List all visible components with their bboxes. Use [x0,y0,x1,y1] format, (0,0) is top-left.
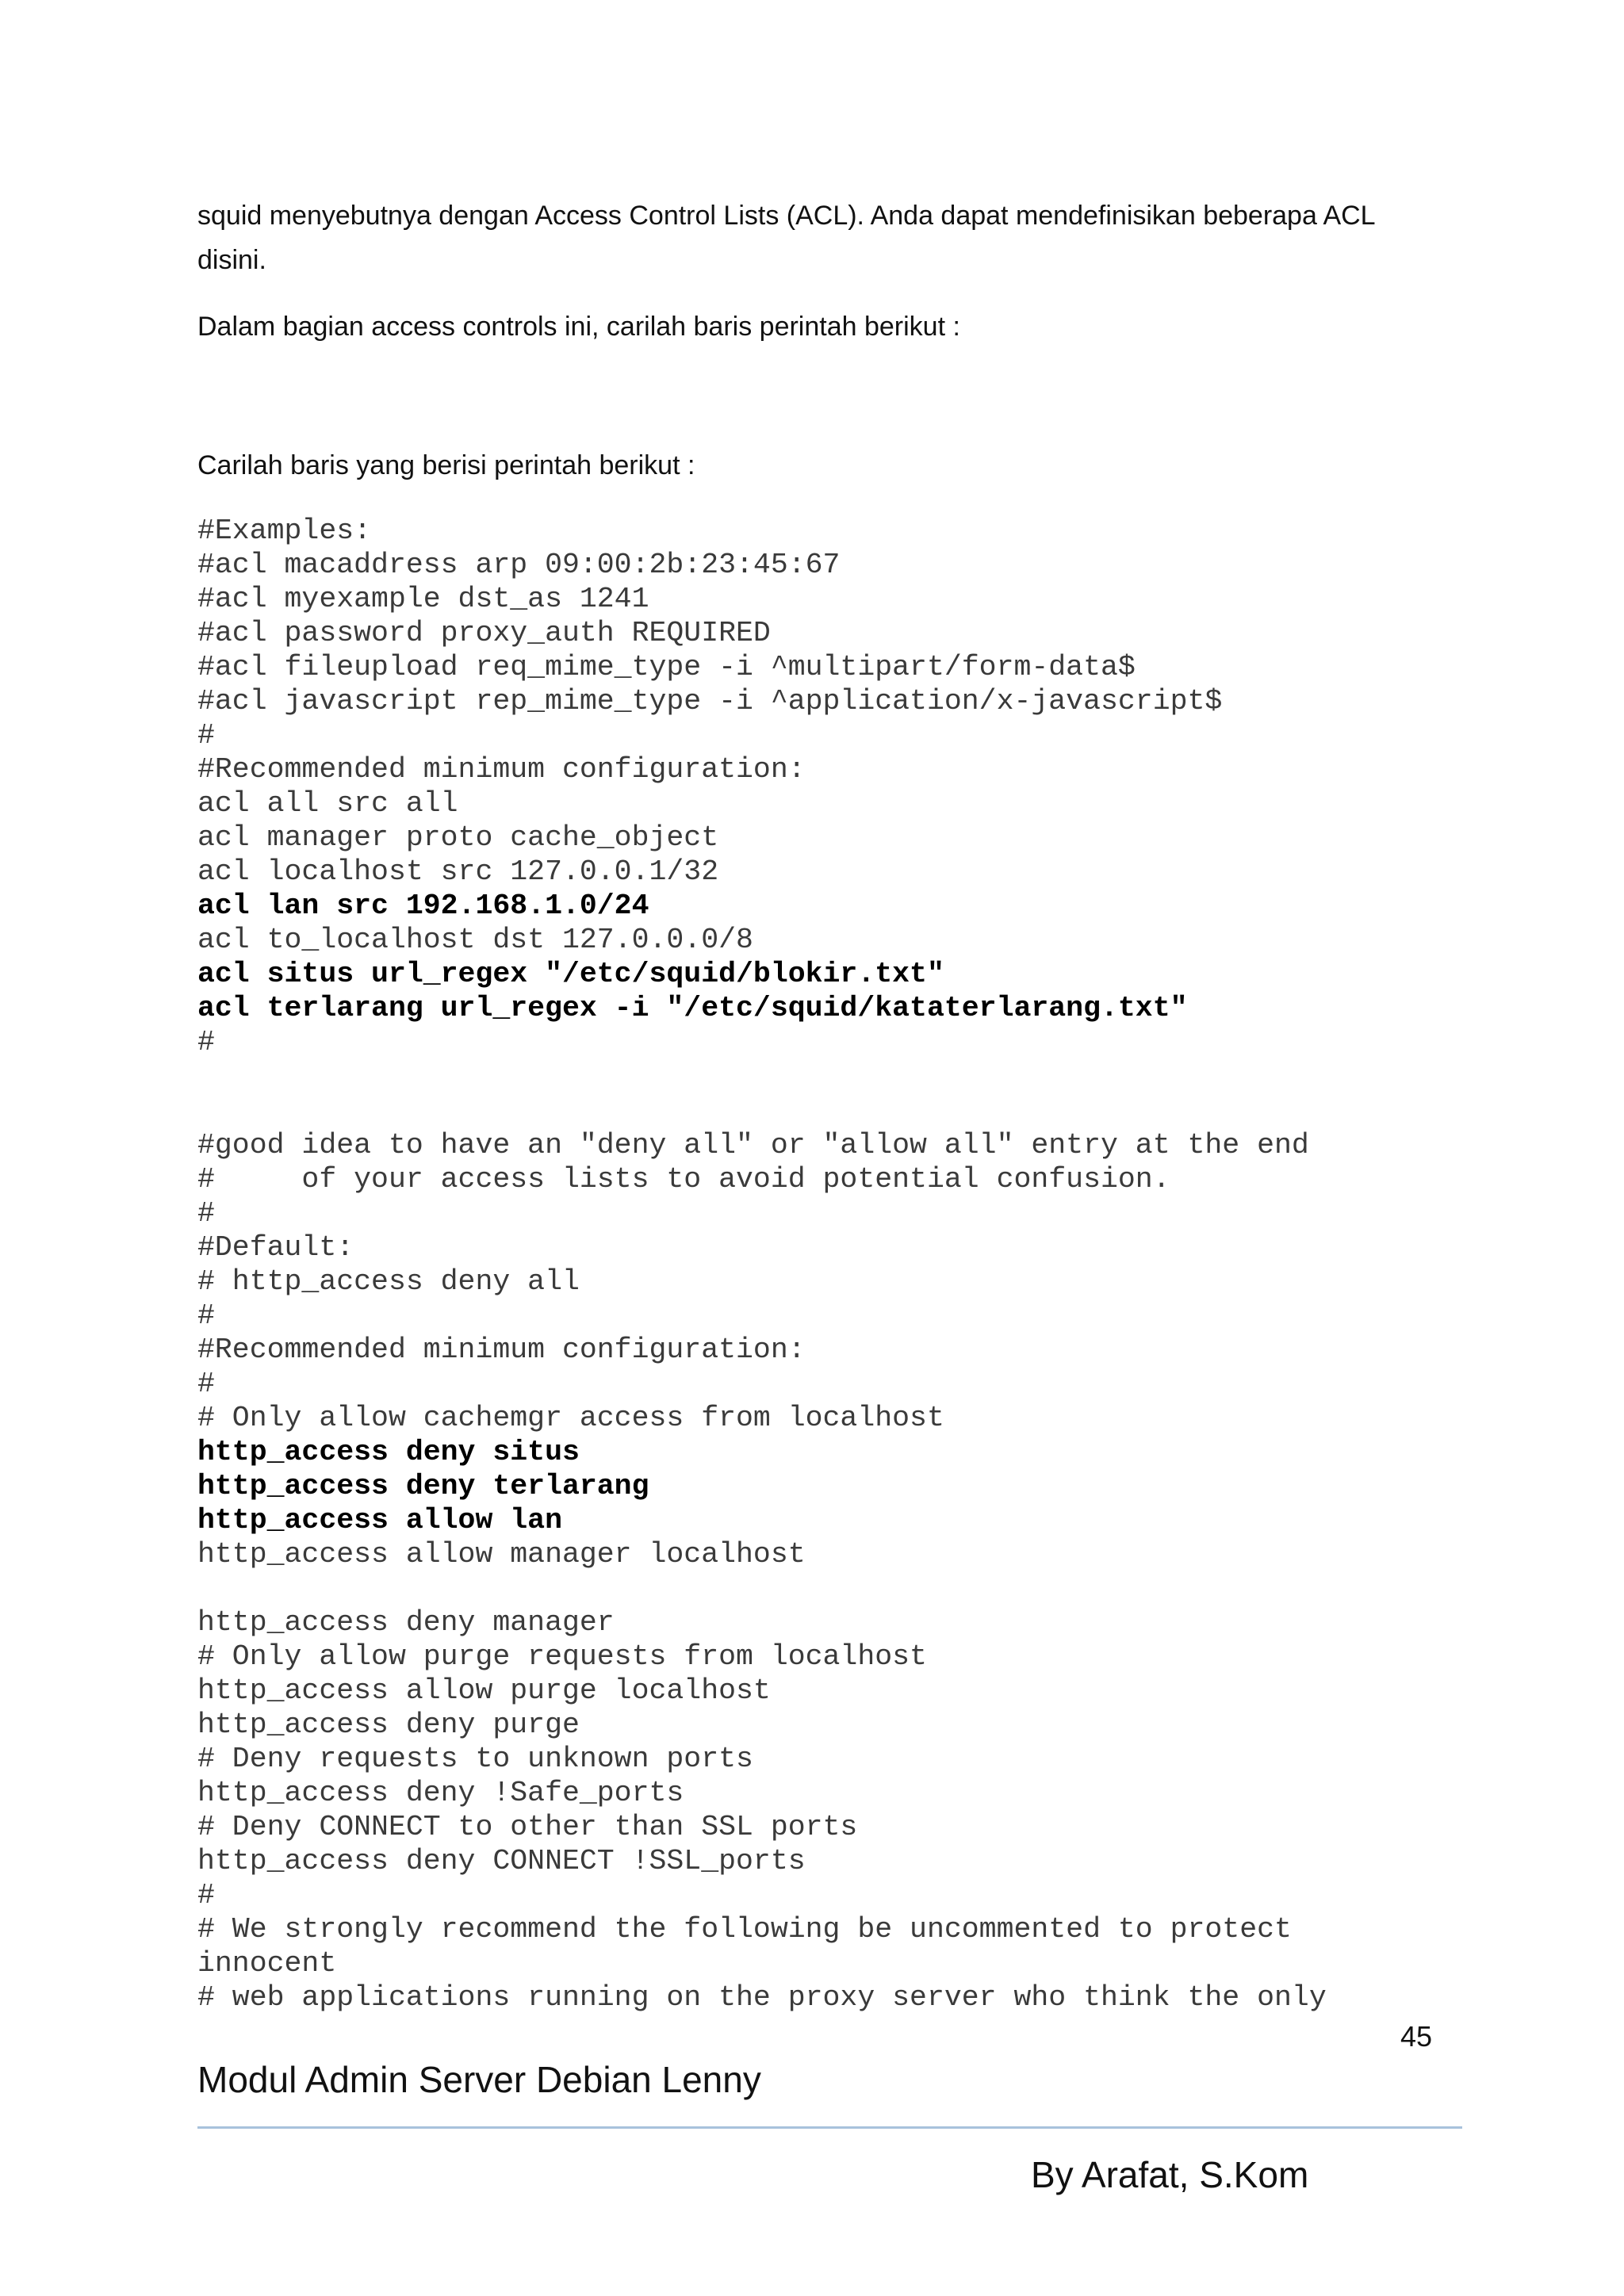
code-line: acl lan src 192.168.1.0/24 [197,890,649,922]
code-line: # [197,1299,215,1332]
footer-author: By Arafat, S.Kom [1031,2154,1309,2195]
code-line: #acl password proxy_auth REQUIRED [197,617,771,649]
code-line: #acl fileupload req_mime_type -i ^multipart/form-data$ [197,651,1136,683]
code-line: # http_access deny all [197,1265,580,1298]
code-line: #acl macaddress arp 09:00:2b:23:45:67 [197,549,841,581]
code-line [197,1571,1466,1605]
code-line: http_access deny situs [197,1436,580,1468]
code-line: acl manager proto cache_object [197,821,719,854]
code-line: #acl javascript rep_mime_type -i ^application/x-javascript$ [197,685,1223,718]
code-line: # [197,1197,215,1230]
code-line: #Default: [197,1231,354,1264]
code-line: http_access deny manager [197,1606,615,1639]
code-line: acl to_localhost dst 127.0.0.0/8 [197,924,753,956]
code-line: http_access deny !Safe_ports [197,1777,684,1809]
paragraph-instruction-access-controls: Dalam bagian access controls ini, carilah baris perintah berikut : [197,312,960,342]
code-line: acl terlarang url_regex -i "/etc/squid/kataterlarang.txt" [197,992,1188,1024]
code-line: # Only allow cachemgr access from localhost [197,1402,944,1434]
code-line: innocent [197,1947,337,1980]
code-line: # [197,1368,215,1400]
code-line: acl all src all [197,787,458,820]
code-line: #Recommended minimum configuration: [197,753,806,786]
code-line: #acl myexample dst_as 1241 [197,583,649,615]
code-line: http_access allow purge localhost [197,1674,771,1707]
code-block-http-access [197,1128,1466,2015]
code-line: # Deny CONNECT to other than SSL ports [197,1811,858,1843]
code-line: #good idea to have an "deny all" or "allow all" entry at the end [197,1129,1309,1161]
code-line: # web applications running on the proxy server who think the only [197,1981,1327,2014]
code-line: # [197,1026,215,1058]
code-line: acl situs url_regex "/etc/squid/blokir.txt" [197,958,944,990]
code-line: # Deny requests to unknown ports [197,1743,753,1775]
code-line: #Recommended minimum configuration: [197,1334,806,1366]
code-line: # [197,1879,215,1911]
code-line: http_access deny CONNECT !SSL_ports [197,1845,806,1877]
code-block-acl [197,514,1466,1059]
code-line: # We strongly recommend the following be uncommented to protect [197,1913,1292,1946]
code-line: acl localhost src 127.0.0.1/32 [197,855,719,888]
code-line: http_access allow lan [197,1504,562,1536]
code-line: # [197,719,215,752]
footer-title: Modul Admin Server Debian Lenny [197,2059,761,2100]
paragraph-intro: squid menyebutnya dengan Access Control Lists (ACL). Anda dapat mendefinisikan beberapa ACL disini. [197,201,1375,275]
footer-divider [197,2126,1462,2129]
code-line: # of your access lists to avoid potential confusion. [197,1163,1170,1196]
code-line: # Only allow purge requests from localhost [197,1640,927,1673]
code-line: http_access deny terlarang [197,1470,649,1502]
code-line: http_access deny purge [197,1709,580,1741]
page-number: 45 [1400,2020,1432,2053]
code-line: http_access allow manager localhost [197,1538,806,1571]
paragraph-instruction-search: Carilah baris yang berisi perintah berikut : [197,450,695,480]
code-line: #Examples: [197,515,372,547]
